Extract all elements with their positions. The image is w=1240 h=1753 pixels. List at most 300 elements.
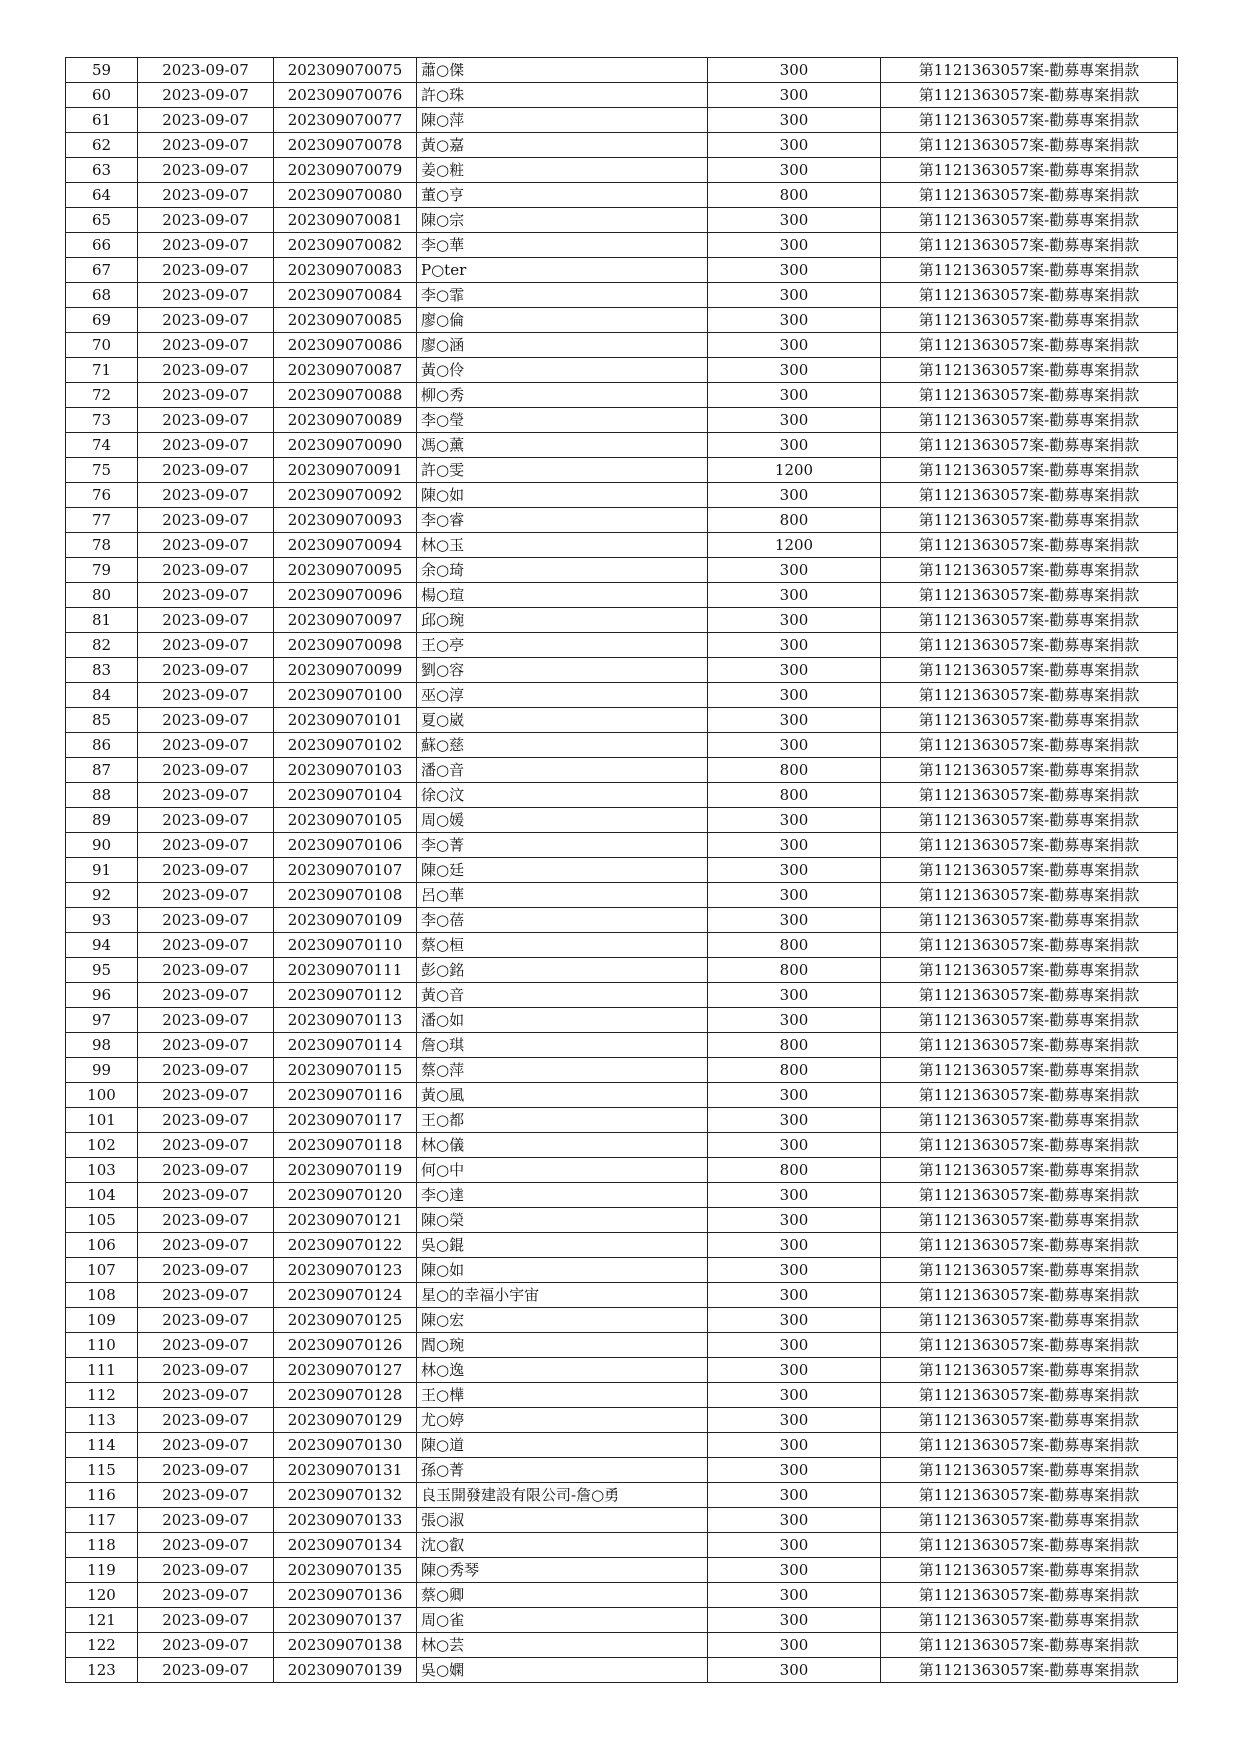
donation-date: 2023-09-07 xyxy=(138,458,274,483)
row-number: 71 xyxy=(66,358,138,383)
donor-name: 林○逸 xyxy=(417,1358,708,1383)
donor-name: 呂○華 xyxy=(417,883,708,908)
row-number: 114 xyxy=(66,1433,138,1458)
donation-purpose: 第1121363057案-勸募專案捐款 xyxy=(881,608,1178,633)
table-row xyxy=(66,908,1178,933)
donation-date: 2023-09-07 xyxy=(138,558,274,583)
donor-name: 黃○嘉 xyxy=(417,133,708,158)
table-row xyxy=(66,1608,1178,1633)
row-number: 65 xyxy=(66,208,138,233)
donation-date: 2023-09-07 xyxy=(138,408,274,433)
receipt-number: 202309070139 xyxy=(274,1658,417,1683)
donation-date: 2023-09-07 xyxy=(138,1083,274,1108)
row-number: 110 xyxy=(66,1333,138,1358)
donation-amount: 300 xyxy=(708,1008,881,1033)
donation-amount: 300 xyxy=(708,483,881,508)
receipt-number: 202309070135 xyxy=(274,1558,417,1583)
table-row xyxy=(66,558,1178,583)
donor-name: 李○蓓 xyxy=(417,908,708,933)
receipt-number: 202309070137 xyxy=(274,1608,417,1633)
donation-amount: 300 xyxy=(708,858,881,883)
receipt-number: 202309070081 xyxy=(274,208,417,233)
receipt-number: 202309070075 xyxy=(274,58,417,83)
donor-name: 蔡○卿 xyxy=(417,1583,708,1608)
donation-amount: 300 xyxy=(708,233,881,258)
row-number: 121 xyxy=(66,1608,138,1633)
row-number: 102 xyxy=(66,1133,138,1158)
donor-name: 陳○如 xyxy=(417,1258,708,1283)
donation-amount: 300 xyxy=(708,908,881,933)
donation-date: 2023-09-07 xyxy=(138,1433,274,1458)
row-number: 116 xyxy=(66,1483,138,1508)
donation-date: 2023-09-07 xyxy=(138,1308,274,1333)
donation-amount: 800 xyxy=(708,958,881,983)
donation-date: 2023-09-07 xyxy=(138,508,274,533)
row-number: 74 xyxy=(66,433,138,458)
donation-date: 2023-09-07 xyxy=(138,733,274,758)
row-number: 61 xyxy=(66,108,138,133)
table-row xyxy=(66,1283,1178,1308)
donation-amount: 300 xyxy=(708,1233,881,1258)
table-row xyxy=(66,383,1178,408)
donation-date: 2023-09-07 xyxy=(138,433,274,458)
donation-purpose: 第1121363057案-勸募專案捐款 xyxy=(881,358,1178,383)
donor-name: 閻○琬 xyxy=(417,1333,708,1358)
donation-amount: 300 xyxy=(708,1383,881,1408)
table-row xyxy=(66,933,1178,958)
table-row xyxy=(66,83,1178,108)
donation-amount: 1200 xyxy=(708,458,881,483)
donor-name: 姜○粧 xyxy=(417,158,708,183)
donation-date: 2023-09-07 xyxy=(138,233,274,258)
row-number: 104 xyxy=(66,1183,138,1208)
donor-name: 尤○婷 xyxy=(417,1408,708,1433)
table-row xyxy=(66,658,1178,683)
donor-name: 廖○倫 xyxy=(417,308,708,333)
donation-amount: 300 xyxy=(708,83,881,108)
donation-amount: 300 xyxy=(708,408,881,433)
donation-date: 2023-09-07 xyxy=(138,908,274,933)
table-row xyxy=(66,758,1178,783)
donation-purpose: 第1121363057案-勸募專案捐款 xyxy=(881,58,1178,83)
donor-name: 蕭○傑 xyxy=(417,58,708,83)
donation-purpose: 第1121363057案-勸募專案捐款 xyxy=(881,133,1178,158)
receipt-number: 202309070090 xyxy=(274,433,417,458)
donation-amount: 300 xyxy=(708,433,881,458)
receipt-number: 202309070096 xyxy=(274,583,417,608)
table-row xyxy=(66,308,1178,333)
donation-purpose: 第1121363057案-勸募專案捐款 xyxy=(881,733,1178,758)
row-number: 85 xyxy=(66,708,138,733)
donation-purpose: 第1121363057案-勸募專案捐款 xyxy=(881,883,1178,908)
donation-amount: 800 xyxy=(708,783,881,808)
receipt-number: 202309070125 xyxy=(274,1308,417,1333)
donation-date: 2023-09-07 xyxy=(138,358,274,383)
receipt-number: 202309070120 xyxy=(274,1183,417,1208)
donation-date: 2023-09-07 xyxy=(138,1233,274,1258)
row-number: 123 xyxy=(66,1658,138,1683)
receipt-number: 202309070088 xyxy=(274,383,417,408)
row-number: 82 xyxy=(66,633,138,658)
donation-amount: 300 xyxy=(708,558,881,583)
donation-purpose: 第1121363057案-勸募專案捐款 xyxy=(881,833,1178,858)
receipt-number: 202309070115 xyxy=(274,1058,417,1083)
donation-amount: 800 xyxy=(708,1058,881,1083)
donor-name: 馮○薰 xyxy=(417,433,708,458)
row-number: 94 xyxy=(66,933,138,958)
row-number: 122 xyxy=(66,1633,138,1658)
donation-date: 2023-09-07 xyxy=(138,158,274,183)
donation-date: 2023-09-07 xyxy=(138,83,274,108)
receipt-number: 202309070112 xyxy=(274,983,417,1008)
donation-date: 2023-09-07 xyxy=(138,1608,274,1633)
donation-purpose: 第1121363057案-勸募專案捐款 xyxy=(881,1633,1178,1658)
donor-name: 彭○銘 xyxy=(417,958,708,983)
donation-date: 2023-09-07 xyxy=(138,1133,274,1158)
row-number: 80 xyxy=(66,583,138,608)
table-row xyxy=(66,133,1178,158)
donor-name: 吳○錕 xyxy=(417,1233,708,1258)
receipt-number: 202309070080 xyxy=(274,183,417,208)
row-number: 83 xyxy=(66,658,138,683)
donor-name: 陳○萍 xyxy=(417,108,708,133)
receipt-number: 202309070128 xyxy=(274,1383,417,1408)
donation-amount: 300 xyxy=(708,1433,881,1458)
table-row xyxy=(66,333,1178,358)
receipt-number: 202309070085 xyxy=(274,308,417,333)
row-number: 99 xyxy=(66,1058,138,1083)
donation-purpose: 第1121363057案-勸募專案捐款 xyxy=(881,1558,1178,1583)
donation-date: 2023-09-07 xyxy=(138,1533,274,1558)
row-number: 77 xyxy=(66,508,138,533)
donation-purpose: 第1121363057案-勸募專案捐款 xyxy=(881,1583,1178,1608)
donor-name: 徐○汶 xyxy=(417,783,708,808)
donation-date: 2023-09-07 xyxy=(138,533,274,558)
receipt-number: 202309070099 xyxy=(274,658,417,683)
donation-date: 2023-09-07 xyxy=(138,1008,274,1033)
donation-date: 2023-09-07 xyxy=(138,1483,274,1508)
table-row xyxy=(66,1633,1178,1658)
receipt-number: 202309070119 xyxy=(274,1158,417,1183)
row-number: 75 xyxy=(66,458,138,483)
donation-date: 2023-09-07 xyxy=(138,483,274,508)
receipt-number: 202309070136 xyxy=(274,1583,417,1608)
table-row xyxy=(66,883,1178,908)
table-row xyxy=(66,1558,1178,1583)
donor-name: 林○儀 xyxy=(417,1133,708,1158)
row-number: 100 xyxy=(66,1083,138,1108)
donation-purpose: 第1121363057案-勸募專案捐款 xyxy=(881,1658,1178,1683)
receipt-number: 202309070082 xyxy=(274,233,417,258)
donation-purpose: 第1121363057案-勸募專案捐款 xyxy=(881,1183,1178,1208)
donation-date: 2023-09-07 xyxy=(138,708,274,733)
donation-date: 2023-09-07 xyxy=(138,383,274,408)
receipt-number: 202309070103 xyxy=(274,758,417,783)
donation-date: 2023-09-07 xyxy=(138,1458,274,1483)
table-row xyxy=(66,1008,1178,1033)
donor-name: 星○的幸福小宇宙 xyxy=(417,1283,708,1308)
donation-date: 2023-09-07 xyxy=(138,958,274,983)
donation-amount: 300 xyxy=(708,1533,881,1558)
donor-name: 林○玉 xyxy=(417,533,708,558)
donor-name: 潘○音 xyxy=(417,758,708,783)
row-number: 78 xyxy=(66,533,138,558)
donor-name: 詹○琪 xyxy=(417,1033,708,1058)
donation-purpose: 第1121363057案-勸募專案捐款 xyxy=(881,458,1178,483)
donation-amount: 300 xyxy=(708,808,881,833)
donation-purpose: 第1121363057案-勸募專案捐款 xyxy=(881,683,1178,708)
receipt-number: 202309070093 xyxy=(274,508,417,533)
donor-name: 李○瑩 xyxy=(417,408,708,433)
donation-amount: 300 xyxy=(708,383,881,408)
donation-date: 2023-09-07 xyxy=(138,1383,274,1408)
table-row xyxy=(66,1233,1178,1258)
donation-amount: 800 xyxy=(708,758,881,783)
row-number: 63 xyxy=(66,158,138,183)
donor-name: 劉○容 xyxy=(417,658,708,683)
donation-amount: 300 xyxy=(708,1633,881,1658)
table-row xyxy=(66,608,1178,633)
receipt-number: 202309070133 xyxy=(274,1508,417,1533)
donation-amount: 300 xyxy=(708,1208,881,1233)
donation-purpose: 第1121363057案-勸募專案捐款 xyxy=(881,433,1178,458)
donation-purpose: 第1121363057案-勸募專案捐款 xyxy=(881,108,1178,133)
table-row xyxy=(66,508,1178,533)
donation-date: 2023-09-07 xyxy=(138,783,274,808)
table-row xyxy=(66,58,1178,83)
table-row xyxy=(66,208,1178,233)
donation-date: 2023-09-07 xyxy=(138,1508,274,1533)
donation-amount: 800 xyxy=(708,183,881,208)
row-number: 106 xyxy=(66,1233,138,1258)
donation-amount: 300 xyxy=(708,583,881,608)
donation-purpose: 第1121363057案-勸募專案捐款 xyxy=(881,558,1178,583)
donation-purpose: 第1121363057案-勸募專案捐款 xyxy=(881,1108,1178,1133)
table-row xyxy=(66,783,1178,808)
donation-date: 2023-09-07 xyxy=(138,633,274,658)
table-row xyxy=(66,1333,1178,1358)
row-number: 62 xyxy=(66,133,138,158)
table-row xyxy=(66,533,1178,558)
donation-purpose: 第1121363057案-勸募專案捐款 xyxy=(881,958,1178,983)
table-row xyxy=(66,1133,1178,1158)
row-number: 113 xyxy=(66,1408,138,1433)
donation-purpose: 第1121363057案-勸募專案捐款 xyxy=(881,508,1178,533)
donor-name: 林○芸 xyxy=(417,1633,708,1658)
receipt-number: 202309070083 xyxy=(274,258,417,283)
receipt-number: 202309070089 xyxy=(274,408,417,433)
receipt-number: 202309070108 xyxy=(274,883,417,908)
table-row xyxy=(66,1183,1178,1208)
receipt-number: 202309070111 xyxy=(274,958,417,983)
row-number: 120 xyxy=(66,1583,138,1608)
table-row xyxy=(66,958,1178,983)
donation-amount: 300 xyxy=(708,1558,881,1583)
donation-date: 2023-09-07 xyxy=(138,1658,274,1683)
row-number: 70 xyxy=(66,333,138,358)
row-number: 101 xyxy=(66,1108,138,1133)
donation-purpose: 第1121363057案-勸募專案捐款 xyxy=(881,1358,1178,1383)
donation-date: 2023-09-07 xyxy=(138,1408,274,1433)
table-row xyxy=(66,1533,1178,1558)
donor-name: 陳○榮 xyxy=(417,1208,708,1233)
donation-date: 2023-09-07 xyxy=(138,758,274,783)
receipt-number: 202309070124 xyxy=(274,1283,417,1308)
row-number: 105 xyxy=(66,1208,138,1233)
donation-purpose: 第1121363057案-勸募專案捐款 xyxy=(881,1258,1178,1283)
table-row xyxy=(66,683,1178,708)
donation-purpose: 第1121363057案-勸募專案捐款 xyxy=(881,183,1178,208)
donor-name: 黃○音 xyxy=(417,983,708,1008)
row-number: 67 xyxy=(66,258,138,283)
receipt-number: 202309070097 xyxy=(274,608,417,633)
row-number: 115 xyxy=(66,1458,138,1483)
donation-date: 2023-09-07 xyxy=(138,283,274,308)
donation-purpose: 第1121363057案-勸募專案捐款 xyxy=(881,1483,1178,1508)
table-row xyxy=(66,1408,1178,1433)
row-number: 107 xyxy=(66,1258,138,1283)
receipt-number: 202309070107 xyxy=(274,858,417,883)
donation-date: 2023-09-07 xyxy=(138,308,274,333)
donation-date: 2023-09-07 xyxy=(138,58,274,83)
donor-name: 蔡○桓 xyxy=(417,933,708,958)
receipt-number: 202309070114 xyxy=(274,1033,417,1058)
row-number: 111 xyxy=(66,1358,138,1383)
donation-date: 2023-09-07 xyxy=(138,108,274,133)
donation-purpose: 第1121363057案-勸募專案捐款 xyxy=(881,1308,1178,1333)
row-number: 92 xyxy=(66,883,138,908)
receipt-number: 202309070079 xyxy=(274,158,417,183)
table-row xyxy=(66,1158,1178,1183)
donor-name: P○ter xyxy=(417,258,708,283)
table-row xyxy=(66,1083,1178,1108)
donor-name: 陳○廷 xyxy=(417,858,708,883)
donation-amount: 300 xyxy=(708,283,881,308)
receipt-number: 202309070101 xyxy=(274,708,417,733)
donation-purpose: 第1121363057案-勸募專案捐款 xyxy=(881,858,1178,883)
receipt-number: 202309070104 xyxy=(274,783,417,808)
donation-purpose: 第1121363057案-勸募專案捐款 xyxy=(881,1433,1178,1458)
donation-amount: 300 xyxy=(708,1408,881,1433)
donation-date: 2023-09-07 xyxy=(138,1358,274,1383)
donation-date: 2023-09-07 xyxy=(138,1208,274,1233)
receipt-number: 202309070121 xyxy=(274,1208,417,1233)
receipt-number: 202309070084 xyxy=(274,283,417,308)
donor-name: 何○中 xyxy=(417,1158,708,1183)
donation-date: 2023-09-07 xyxy=(138,933,274,958)
donation-date: 2023-09-07 xyxy=(138,1108,274,1133)
receipt-number: 202309070134 xyxy=(274,1533,417,1558)
donation-purpose: 第1121363057案-勸募專案捐款 xyxy=(881,483,1178,508)
donation-purpose: 第1121363057案-勸募專案捐款 xyxy=(881,1058,1178,1083)
donation-date: 2023-09-07 xyxy=(138,1283,274,1308)
row-number: 91 xyxy=(66,858,138,883)
row-number: 117 xyxy=(66,1508,138,1533)
donation-date: 2023-09-07 xyxy=(138,1633,274,1658)
row-number: 96 xyxy=(66,983,138,1008)
donor-name: 陳○宏 xyxy=(417,1308,708,1333)
donation-amount: 300 xyxy=(708,633,881,658)
receipt-number: 202309070087 xyxy=(274,358,417,383)
row-number: 88 xyxy=(66,783,138,808)
donation-purpose: 第1121363057案-勸募專案捐款 xyxy=(881,758,1178,783)
donor-name: 吳○嫻 xyxy=(417,1658,708,1683)
donation-amount: 300 xyxy=(708,1508,881,1533)
table-row xyxy=(66,858,1178,883)
receipt-number: 202309070078 xyxy=(274,133,417,158)
receipt-number: 202309070138 xyxy=(274,1633,417,1658)
donation-purpose: 第1121363057案-勸募專案捐款 xyxy=(881,283,1178,308)
donor-name: 李○霏 xyxy=(417,283,708,308)
receipt-number: 202309070077 xyxy=(274,108,417,133)
row-number: 109 xyxy=(66,1308,138,1333)
table-row xyxy=(66,1033,1178,1058)
donor-name: 夏○崴 xyxy=(417,708,708,733)
receipt-number: 202309070102 xyxy=(274,733,417,758)
receipt-number: 202309070076 xyxy=(274,83,417,108)
row-number: 89 xyxy=(66,808,138,833)
donation-purpose: 第1121363057案-勸募專案捐款 xyxy=(881,1033,1178,1058)
table-row xyxy=(66,1108,1178,1133)
receipt-number: 202309070116 xyxy=(274,1083,417,1108)
donation-purpose: 第1121363057案-勸募專案捐款 xyxy=(881,408,1178,433)
donor-name: 周○雀 xyxy=(417,1608,708,1633)
donation-purpose: 第1121363057案-勸募專案捐款 xyxy=(881,83,1178,108)
receipt-number: 202309070100 xyxy=(274,683,417,708)
donation-purpose: 第1121363057案-勸募專案捐款 xyxy=(881,1008,1178,1033)
donation-purpose: 第1121363057案-勸募專案捐款 xyxy=(881,1383,1178,1408)
donation-date: 2023-09-07 xyxy=(138,833,274,858)
donor-name: 邱○琬 xyxy=(417,608,708,633)
receipt-number: 202309070122 xyxy=(274,1233,417,1258)
donor-name: 孫○菁 xyxy=(417,1458,708,1483)
table-row xyxy=(66,1508,1178,1533)
donation-amount: 1200 xyxy=(708,533,881,558)
donor-name: 李○睿 xyxy=(417,508,708,533)
donation-date: 2023-09-07 xyxy=(138,1033,274,1058)
donation-date: 2023-09-07 xyxy=(138,808,274,833)
donor-name: 廖○涵 xyxy=(417,333,708,358)
donation-date: 2023-09-07 xyxy=(138,1558,274,1583)
donation-date: 2023-09-07 xyxy=(138,1333,274,1358)
table-row xyxy=(66,1208,1178,1233)
donation-amount: 800 xyxy=(708,933,881,958)
donation-purpose: 第1121363057案-勸募專案捐款 xyxy=(881,258,1178,283)
donor-name: 王○樺 xyxy=(417,1383,708,1408)
donation-amount: 800 xyxy=(708,508,881,533)
donor-name: 李○華 xyxy=(417,233,708,258)
donor-name: 陳○如 xyxy=(417,483,708,508)
receipt-number: 202309070129 xyxy=(274,1408,417,1433)
donation-amount: 300 xyxy=(708,1333,881,1358)
donation-date: 2023-09-07 xyxy=(138,858,274,883)
table-row xyxy=(66,983,1178,1008)
donation-purpose: 第1121363057案-勸募專案捐款 xyxy=(881,983,1178,1008)
donation-purpose: 第1121363057案-勸募專案捐款 xyxy=(881,1158,1178,1183)
donor-name: 許○雯 xyxy=(417,458,708,483)
donor-name: 李○達 xyxy=(417,1183,708,1208)
receipt-number: 202309070113 xyxy=(274,1008,417,1033)
donation-purpose: 第1121363057案-勸募專案捐款 xyxy=(881,1458,1178,1483)
donation-amount: 300 xyxy=(708,1358,881,1383)
table-row xyxy=(66,1433,1178,1458)
table-row xyxy=(66,233,1178,258)
donation-amount: 300 xyxy=(708,1083,881,1108)
table-row xyxy=(66,358,1178,383)
donor-name: 陳○宗 xyxy=(417,208,708,233)
donation-amount: 300 xyxy=(708,733,881,758)
donor-name: 陳○秀琴 xyxy=(417,1558,708,1583)
